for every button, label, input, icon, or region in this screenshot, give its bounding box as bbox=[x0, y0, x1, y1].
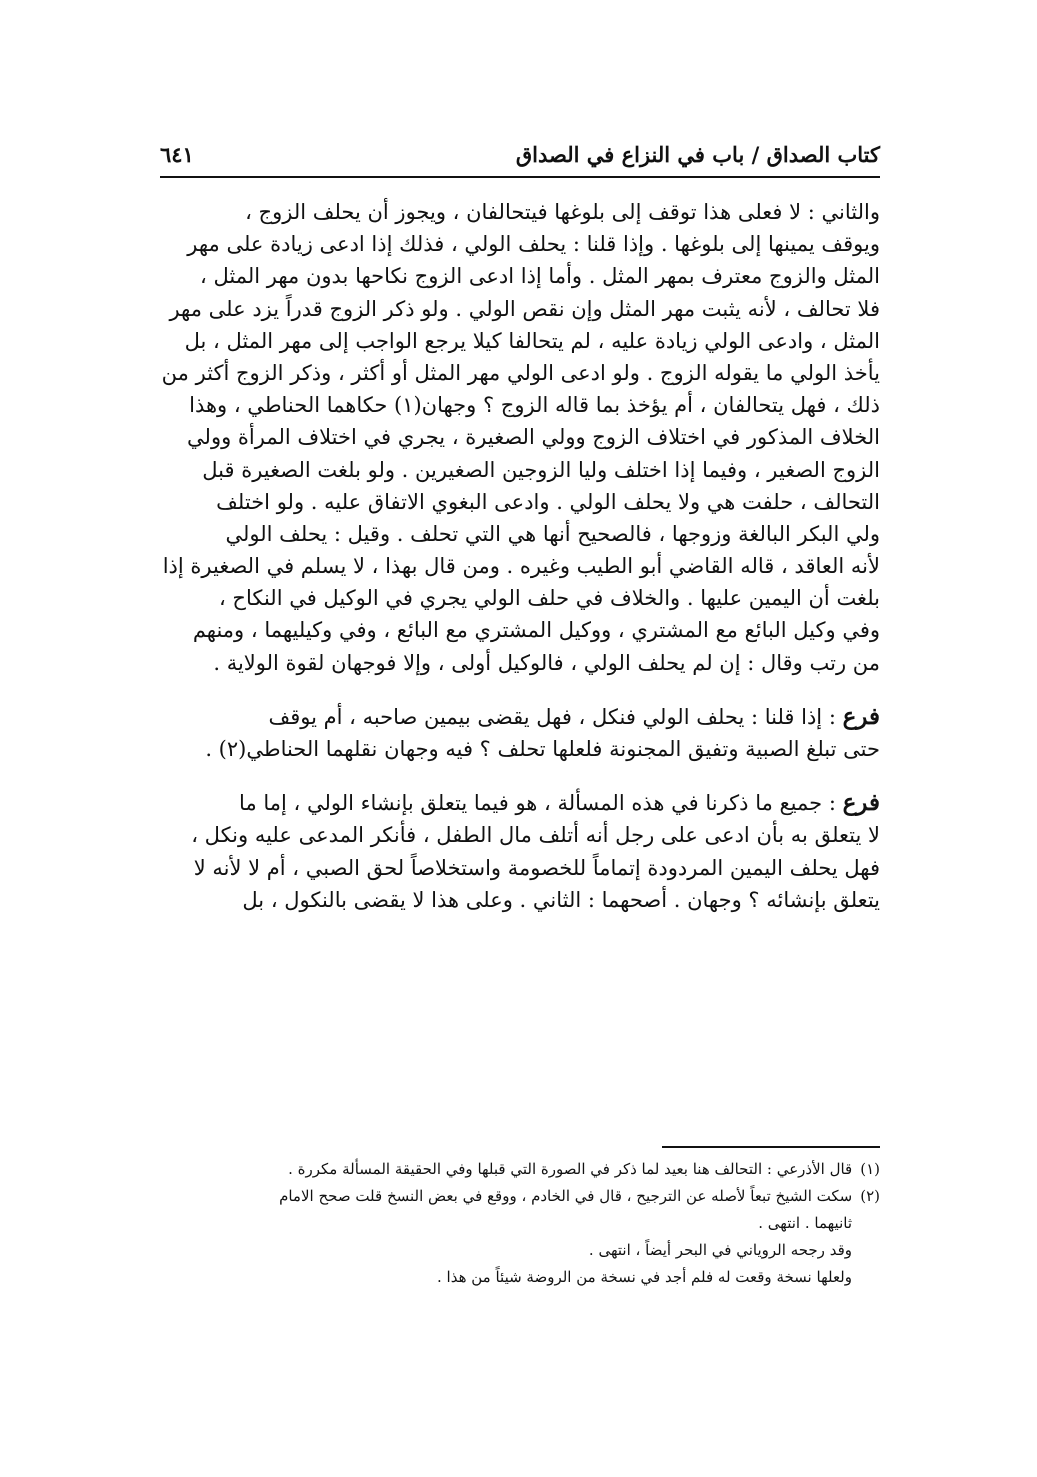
text-line: يتعلق بإنشائه ؟ وجهان . أصحهما : الثاني . وعلى هذا لا يقضى بالنكول ، بل bbox=[242, 887, 880, 912]
far-heading: فرع bbox=[842, 702, 880, 730]
text-line: والثاني : لا فعلى هذا توقف إلى بلوغها فيتحالفان ، ويجوز أن يحلف الزوج ، bbox=[245, 200, 880, 224]
text-line: يأخذ الولي ما يقوله الزوج . ولو ادعى الولي مهر المثل أو أكثر ، وذكر الزوج أكثر من bbox=[161, 360, 880, 385]
text-line: الزوج الصغير ، وفيما إذا اختلف وليا الزوجين الصغيرين . ولو بلغت الصغيرة قبل bbox=[202, 457, 880, 482]
footnote-2-continuation: ثانيهما . انتهى . bbox=[758, 1214, 852, 1232]
text-line: المثل والزوج معترف بمهر المثل . وأما إذا ادعى الزوج نكاحها بدون مهر المثل ، bbox=[200, 264, 880, 289]
text-line: فلا تحالف ، لأنه يثبت مهر المثل وإن نقص الولي . ولو ذكر الزوج قدراً يزد على مهر bbox=[169, 296, 880, 321]
footnote-text: سكت الشيخ تبعاً لأصله عن الترجيح ، قال في الخادم ، ووقع في بعض النسخ قلت صحح الامام bbox=[279, 1187, 853, 1205]
paragraph-far-2 bbox=[160, 787, 880, 916]
footnote-number: (١) bbox=[860, 1160, 880, 1178]
text-line: من رتب وقال : إن لم يحلف الولي ، فالوكيل أولى ، وإلا فوجهان لقوة الولاية . bbox=[213, 650, 880, 675]
text-line: التحالف ، حلفت هي ولا يحلف الولي . وادعى البغوي الاتفاق عليه . ولو اختلف bbox=[216, 489, 880, 514]
footnote-separator bbox=[662, 1146, 880, 1148]
text-line: ويوقف يمينها إلى بلوغها . وإذا قلنا : يحلف الولي ، فذلك إذا ادعى زيادة على مهر bbox=[187, 232, 880, 257]
footnote-2-extra: ولعلها نسخة وقعت له فلم أجد في نسخة من الروضة شيئاً من هذا . bbox=[437, 1268, 852, 1286]
text-line: المثل ، وادعى الولي زيادة عليه ، لم يتحالفا كيلا يرجع الواجب إلى مهر المثل ، بل bbox=[184, 328, 880, 353]
paragraph-1 bbox=[160, 196, 880, 679]
paragraph-far-1 bbox=[160, 701, 880, 765]
text-line: حتى تبلغ الصبية وتفيق المجنونة فلعلها تحلف ؟ فيه وجهان نقلهما الحناطي(٢) . bbox=[205, 737, 880, 761]
text-span: : إذا قلنا : يحلف الولي فنكل ، فهل يقضى بيمين صاحبه ، أم يوقف bbox=[268, 704, 843, 729]
paragraph-gap bbox=[160, 679, 880, 701]
text-line: فهل يحلف اليمين المردودة إتماماً للخصومة واستخلاصاً لحق الصبي ، أم لا لأنه لا bbox=[193, 855, 880, 880]
text-span: : جميع ما ذكرنا في هذه المسألة ، هو فيما يتعلق بإنشاء الولي ، إما ما bbox=[239, 791, 843, 816]
text-line: ولي البكر البالغة وزوجها ، فالصحيح أنها هي التي تحلف . وقيل : يحلف الولي bbox=[225, 521, 880, 546]
text-line: وفي وكيل البائع مع المشتري ، ووكيل المشتري مع البائع ، وفي وكيليهما ، ومنهم bbox=[192, 618, 880, 643]
text-line: الخلاف المذكور في اختلاف الزوج وولي الصغيرة ، يجري في اختلاف المرأة وولي bbox=[187, 425, 880, 450]
paragraph-gap bbox=[160, 765, 880, 787]
footnote-2-extra: وقد رجحه الروياني في البحر أيضاً ، انتهى . bbox=[588, 1241, 852, 1259]
running-header bbox=[160, 140, 880, 178]
running-title: كتاب الصداق / باب في النزاع في الصداق bbox=[515, 142, 880, 167]
footnote-text: قال الأذرعي : التحالف هنا بعيد لما ذكر في الصورة التي قبلها وفي الحقيقة المسألة مكررة . bbox=[288, 1160, 853, 1178]
footnotes bbox=[160, 1156, 880, 1291]
text-line: لا يتعلق به بأن ادعى على رجل أنه أتلف مال الطفل ، فأنكر المدعى عليه ونكل ، bbox=[191, 823, 880, 848]
page-number: ٦٤١ bbox=[160, 142, 194, 167]
footnote-number: (٢) bbox=[860, 1187, 880, 1205]
text-line bbox=[160, 787, 880, 819]
text-line: بلغت أن اليمين عليها . والخلاف في حلف الولي يجري في الوكيل في النكاح ، bbox=[218, 586, 880, 611]
text-line: لأنه العاقد ، قاله القاضي أبو الطيب وغيره . ومن قال بهذا ، لا يسلم في الصغيرة إذا bbox=[162, 554, 880, 579]
main-text bbox=[160, 196, 880, 916]
footnote-2 bbox=[160, 1183, 880, 1210]
text-line: ذلك ، فهل يتحالفان ، أم يؤخذ بما قاله الزوج ؟ وجهان(١) حكاهما الحناطي ، وهذا bbox=[189, 393, 880, 418]
far-heading: فرع bbox=[842, 789, 880, 817]
text-line bbox=[160, 701, 880, 733]
footnote-1 bbox=[160, 1156, 880, 1183]
